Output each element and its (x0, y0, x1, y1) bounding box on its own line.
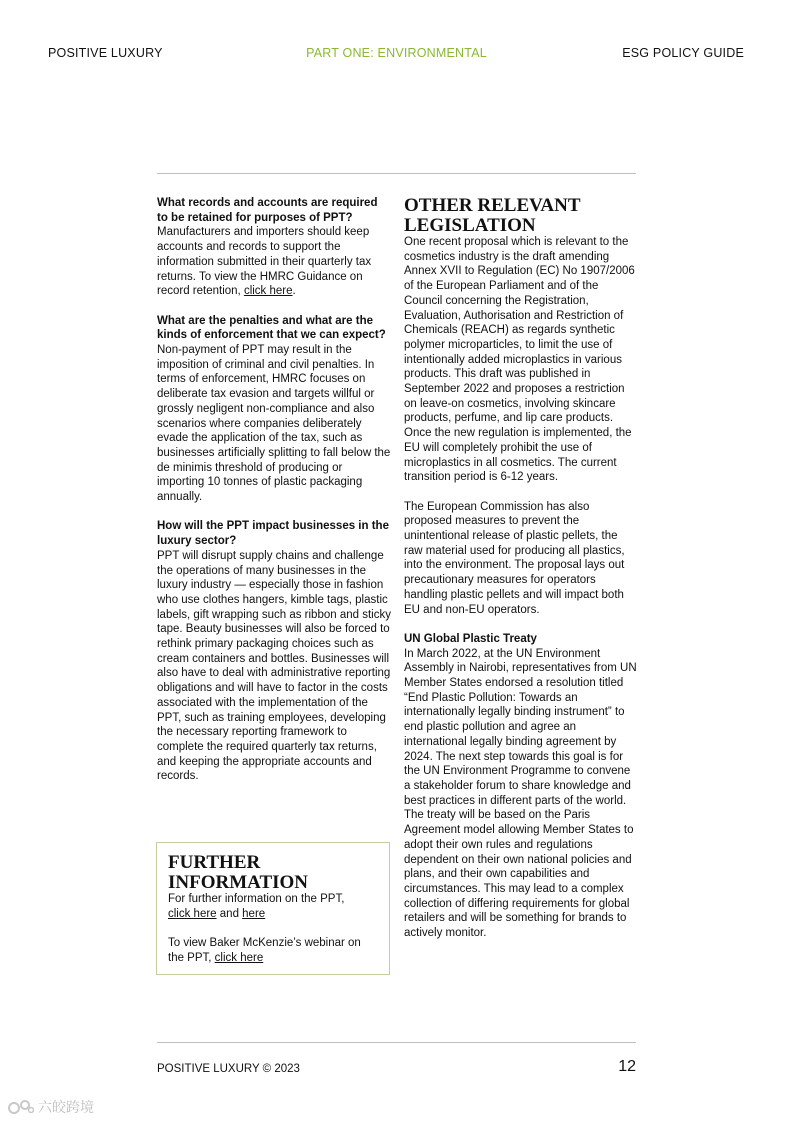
faq-records (157, 196, 391, 299)
faq-question: What records and accounts are required to be retained for purposes of PPT? (157, 197, 378, 224)
hmrc-guidance-link[interactable]: click here (243, 285, 293, 298)
further-info-text: For further information on the PPT, click here and here (168, 893, 345, 920)
left-column (157, 196, 391, 799)
webinar-text: To view Baker McKenzie’s webinar on the PPT, click here (168, 937, 361, 964)
webinar-link[interactable]: click here (214, 951, 264, 964)
faq-luxury-impact (157, 519, 391, 784)
top-divider (157, 173, 636, 174)
further-information-box (156, 842, 390, 975)
header-guide-title: ESG POLICY GUIDE (622, 46, 744, 60)
further-info-heading: FURTHER INFORMATION (168, 852, 309, 893)
reach-paragraph: One recent proposal which is relevant to the cosmetics industry is the draft amending Annex XVII to Regulation (EC) No 1907/2006 of the European Parliament and of the Council concerning the Registration, Evaluation, Authorisation and Restriction of Chemicals (REACH) as regards synthetic polymer microparticles, to limit the use of intentionally added microplastics in various products. This draft was published in September 2022 and proposes a restriction on leave-on cosmetics, involving skincare products, perfume, and lip care products. Once the new regulation is implemented, the EU will completely prohibit the use of microplastics in all cosmetics. The current transition period is 6-12 years. (404, 236, 635, 484)
faq-question: What are the penalties and what are the kinds of enforcement that we can expect? (157, 314, 386, 342)
ppt-info-link-2[interactable]: here (242, 907, 266, 920)
footer-copyright: POSITIVE LUXURY © 2023 (157, 1063, 300, 1075)
pellets-paragraph: The European Commission has also proposed measures to prevent the unintentional release of plastic pellets, the raw material used for producing all plastics, into the environment. The proposal lays out precautionary measures for operators handling plastic pellets and will impact both EU and non-EU operators. (404, 500, 625, 616)
faq-answer: PPT will disrupt supply chains and challenge the operations of many businesses in the luxury industry — especially those in fashion who use clothes hangers, kimble tags, plastic labels, gift wrapping such as ribbon and sticky tape. Beauty businesses will also be forced to rethink primary packaging choices such as cream containers and bottles. Businesses will also have to deal with administrative reporting obligations and will have to factor in the costs associated with the implementation of the PPT, such as training employees, developing the necessary reporting framework to complete the required quarterly tax returns, and keeping the appropriate accounts and records. (157, 549, 391, 783)
treaty-paragraph: In March 2022, at the UN Environment Assembly in Nairobi, representatives from UN Member States endorsed a resolution titled “End Plastic Pollution: Towards an internationally legally binding instrument” to end plastic pollution and agree an international legally binding agreement by 2024. The next step towards this goal is for the UN Environment Programme to convene a stakeholder forum to share knowledge and best practices in different parts of the world. The treaty will be based on the Paris Agreement model allowing Member States to adopt their own rules and regulations dependent on their own national policies and plans, and their own capabilities and circumstances. This may lead to a complex collection of differing requirements for global retailers and will be something for brands to actively monitor. (404, 647, 637, 940)
bottom-divider (157, 1042, 636, 1043)
faq-question: How will the PPT impact businesses in the luxury sector? (157, 520, 389, 548)
watermark-logo-icon (8, 1099, 34, 1115)
faq-answer: Non-payment of PPT may result in the imposition of criminal and civil penalties. In terms of enforcement, HMRC focuses on deliberate tax evasion and targets willful or grossly negligent non-compliance and also scenarios where companies deliberately evade the application of the tax, such as businesses artificially splitting to fall below the de minimis threshold of producing or importing 10 tonnes of plastic packaging annually. (157, 344, 391, 504)
header-section-title: PART ONE: ENVIRONMENTAL (306, 46, 487, 60)
ppt-info-link[interactable]: click here (168, 907, 217, 920)
section-heading: OTHER RELEVANT LEGISLATION (404, 195, 581, 236)
faq-answer: Manufacturers and importers should keep accounts and records to support the information submitted in their quarterly tax returns. To view the HMRC Guidance on record retention, click here. (157, 226, 372, 298)
watermark-text: 六皎跨境 (38, 1099, 94, 1115)
treaty-subheading: UN Global Plastic Treaty (404, 632, 537, 645)
right-column (404, 196, 638, 941)
watermark (8, 1097, 94, 1117)
header-brand: POSITIVE LUXURY (48, 46, 163, 60)
page-number: 12 (618, 1058, 636, 1075)
faq-penalties (157, 314, 391, 505)
